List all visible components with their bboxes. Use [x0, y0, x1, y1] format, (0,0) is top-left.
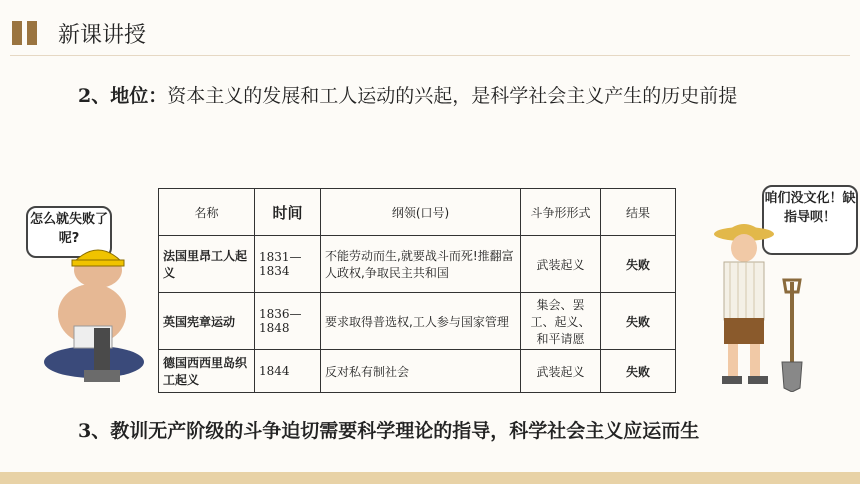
section-3-text: 3、教训无产阶级的斗争迫切需要科学理论的指导，科学社会主义应运而生 — [78, 420, 700, 442]
cell-form: 集会、罢工、起义、和平请愿 — [521, 293, 601, 350]
cell-time: 1836—1848 — [255, 293, 321, 350]
table-row — [159, 350, 676, 393]
header-program: 纲领(口号) — [321, 189, 521, 236]
cell-result: 失败 — [601, 350, 676, 393]
section-2-body: 资本主义的发展和工人运动的兴起，是科学社会主义产生的历史前提 — [167, 85, 738, 107]
table-header-row — [159, 189, 676, 236]
cell-time: 1844 — [255, 350, 321, 393]
cell-name: 德国西西里岛织工起义 — [159, 350, 255, 393]
worker-with-shovel-illustration — [702, 222, 812, 392]
speech-bubble-right: 咱们没文化！缺指导呗！ — [762, 185, 858, 255]
cell-name: 法国里昂工人起义 — [159, 236, 255, 293]
table-row — [159, 293, 676, 350]
section-2-label: 2、地位： — [78, 85, 168, 107]
header-accent-bar — [27, 21, 37, 45]
cell-program: 不能劳动而生,就要战斗而死!推翻富人政权,争取民主共和国 — [321, 236, 521, 293]
section-2-text — [78, 78, 778, 114]
header-form: 斗争形形式 — [521, 189, 601, 236]
header-name: 名称 — [159, 189, 255, 236]
header-divider — [10, 55, 850, 56]
cell-program: 反对私有制社会 — [321, 350, 521, 393]
speech-bubble-left: 怎么就失败了呢? — [26, 206, 112, 258]
cell-time: 1831—1834 — [255, 236, 321, 293]
header-result: 结果 — [601, 189, 676, 236]
cell-form: 武装起义 — [521, 350, 601, 393]
cell-result: 失败 — [601, 236, 676, 293]
worker-with-drill-illustration — [34, 244, 152, 384]
cell-form: 武装起义 — [521, 236, 601, 293]
cell-program: 要求取得普选权,工人参与国家管理 — [321, 293, 521, 350]
header-time: 时间 — [255, 189, 321, 236]
bottom-bar — [0, 472, 860, 484]
page-title: 新课讲授 — [58, 23, 147, 48]
header-accent-bar — [12, 21, 22, 45]
table-row — [159, 236, 676, 293]
history-table — [158, 188, 676, 393]
cell-name: 英国宪章运动 — [159, 293, 255, 350]
cell-result: 失败 — [601, 293, 676, 350]
